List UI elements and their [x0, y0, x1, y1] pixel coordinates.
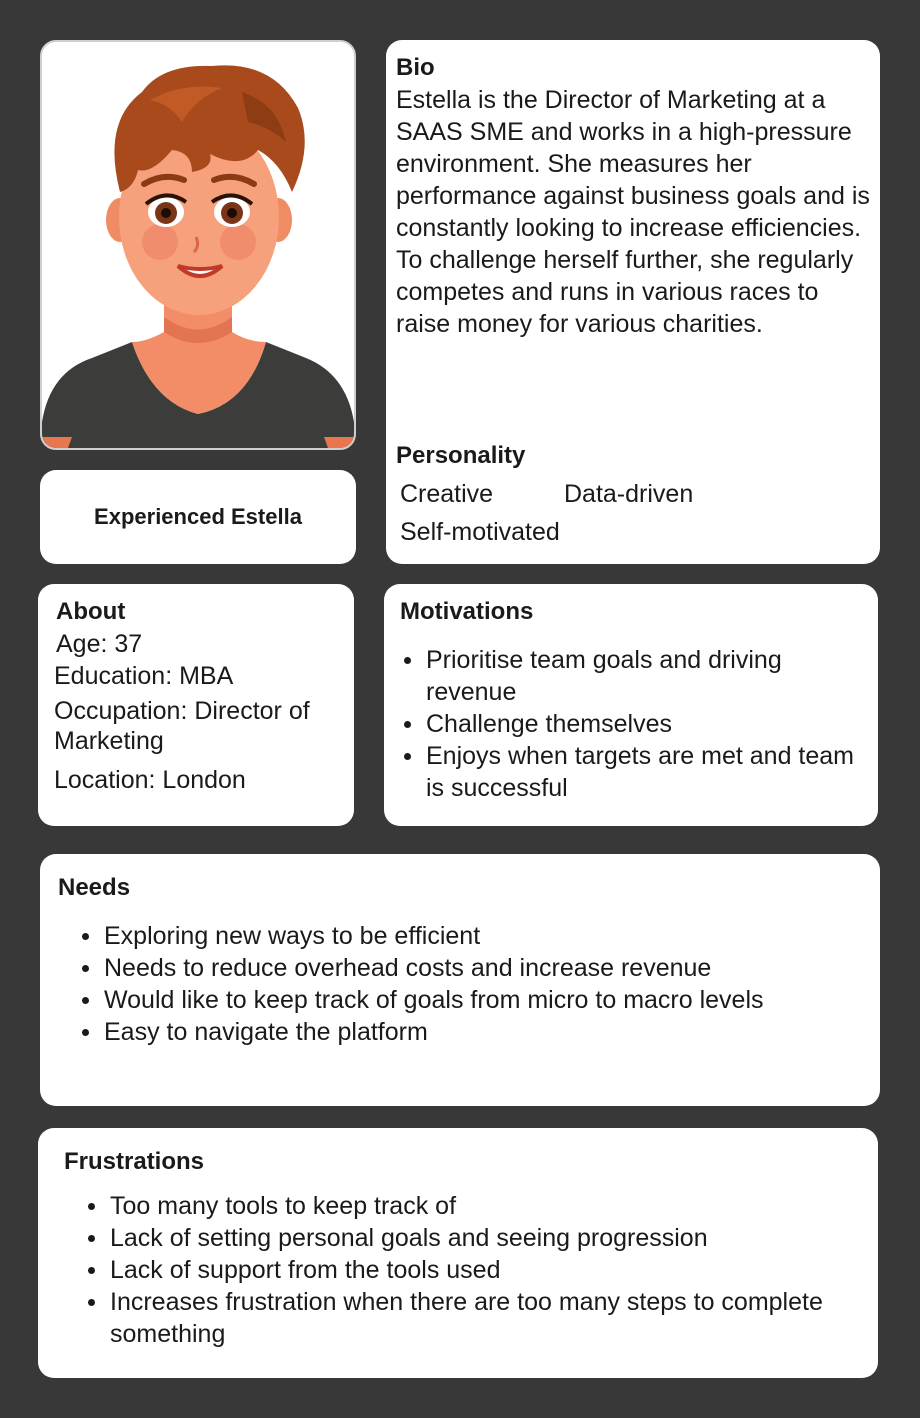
needs-heading: Needs: [58, 874, 131, 901]
about-occupation: Occupation: Director of Marketing: [54, 697, 310, 755]
persona-name: Experienced Estella: [94, 504, 302, 529]
list-item: Needs to reduce overhead costs and increase revenue: [78, 952, 860, 984]
trait-tag: Self-motivated: [400, 518, 560, 546]
frustrations-list: [64, 1190, 858, 1350]
list-item: Lack of setting personal goals and seeing progression: [84, 1222, 828, 1254]
about-location: Location: London: [54, 766, 246, 794]
frustrations-card: [38, 1128, 878, 1378]
list-item: Prioritise team goals and driving revenue: [400, 644, 864, 708]
bio-text: Estella is the Director of Marketing at a SAAS SME and works in a high-pressure environment. She measures her performance against business goals and is constantly looking to increase efficiencies. To challenge herself further, she regularly competes and runs in various races to raise money for various charities.: [396, 86, 870, 338]
list-item: Lack of support from the tools used: [84, 1254, 828, 1286]
motivations-heading: Motivations: [400, 598, 534, 625]
needs-list: [58, 920, 860, 1048]
motivations-card: [384, 584, 878, 826]
list-item: Enjoys when targets are met and team is successful: [400, 740, 864, 804]
list-item: Would like to keep track of goals from micro to macro levels: [78, 984, 860, 1016]
persona-avatar: [42, 42, 354, 448]
list-item: Exploring new ways to be efficient: [78, 920, 860, 952]
bio-card: [386, 40, 880, 564]
personality-heading: Personality: [396, 442, 526, 469]
trait-tag: Creative: [400, 480, 494, 508]
persona-avatar-card: [40, 40, 356, 450]
list-item: Too many tools to keep track of: [84, 1190, 828, 1222]
motivations-list: [400, 644, 864, 804]
personality-traits: [396, 478, 764, 548]
about-card: [38, 584, 354, 826]
bio-heading: Bio: [396, 54, 435, 81]
about-heading: About: [56, 598, 126, 625]
about-education: Education: MBA: [54, 662, 234, 690]
list-item: Increases frustration when there are too many steps to complete something: [84, 1286, 828, 1350]
needs-card: [40, 854, 880, 1106]
trait-tag: Data-driven: [564, 480, 694, 508]
persona-name-card: [40, 470, 356, 564]
list-item: Challenge themselves: [400, 708, 864, 740]
about-age: Age: 37: [56, 630, 143, 658]
frustrations-heading: Frustrations: [64, 1148, 205, 1175]
list-item: Easy to navigate the platform: [78, 1016, 860, 1048]
